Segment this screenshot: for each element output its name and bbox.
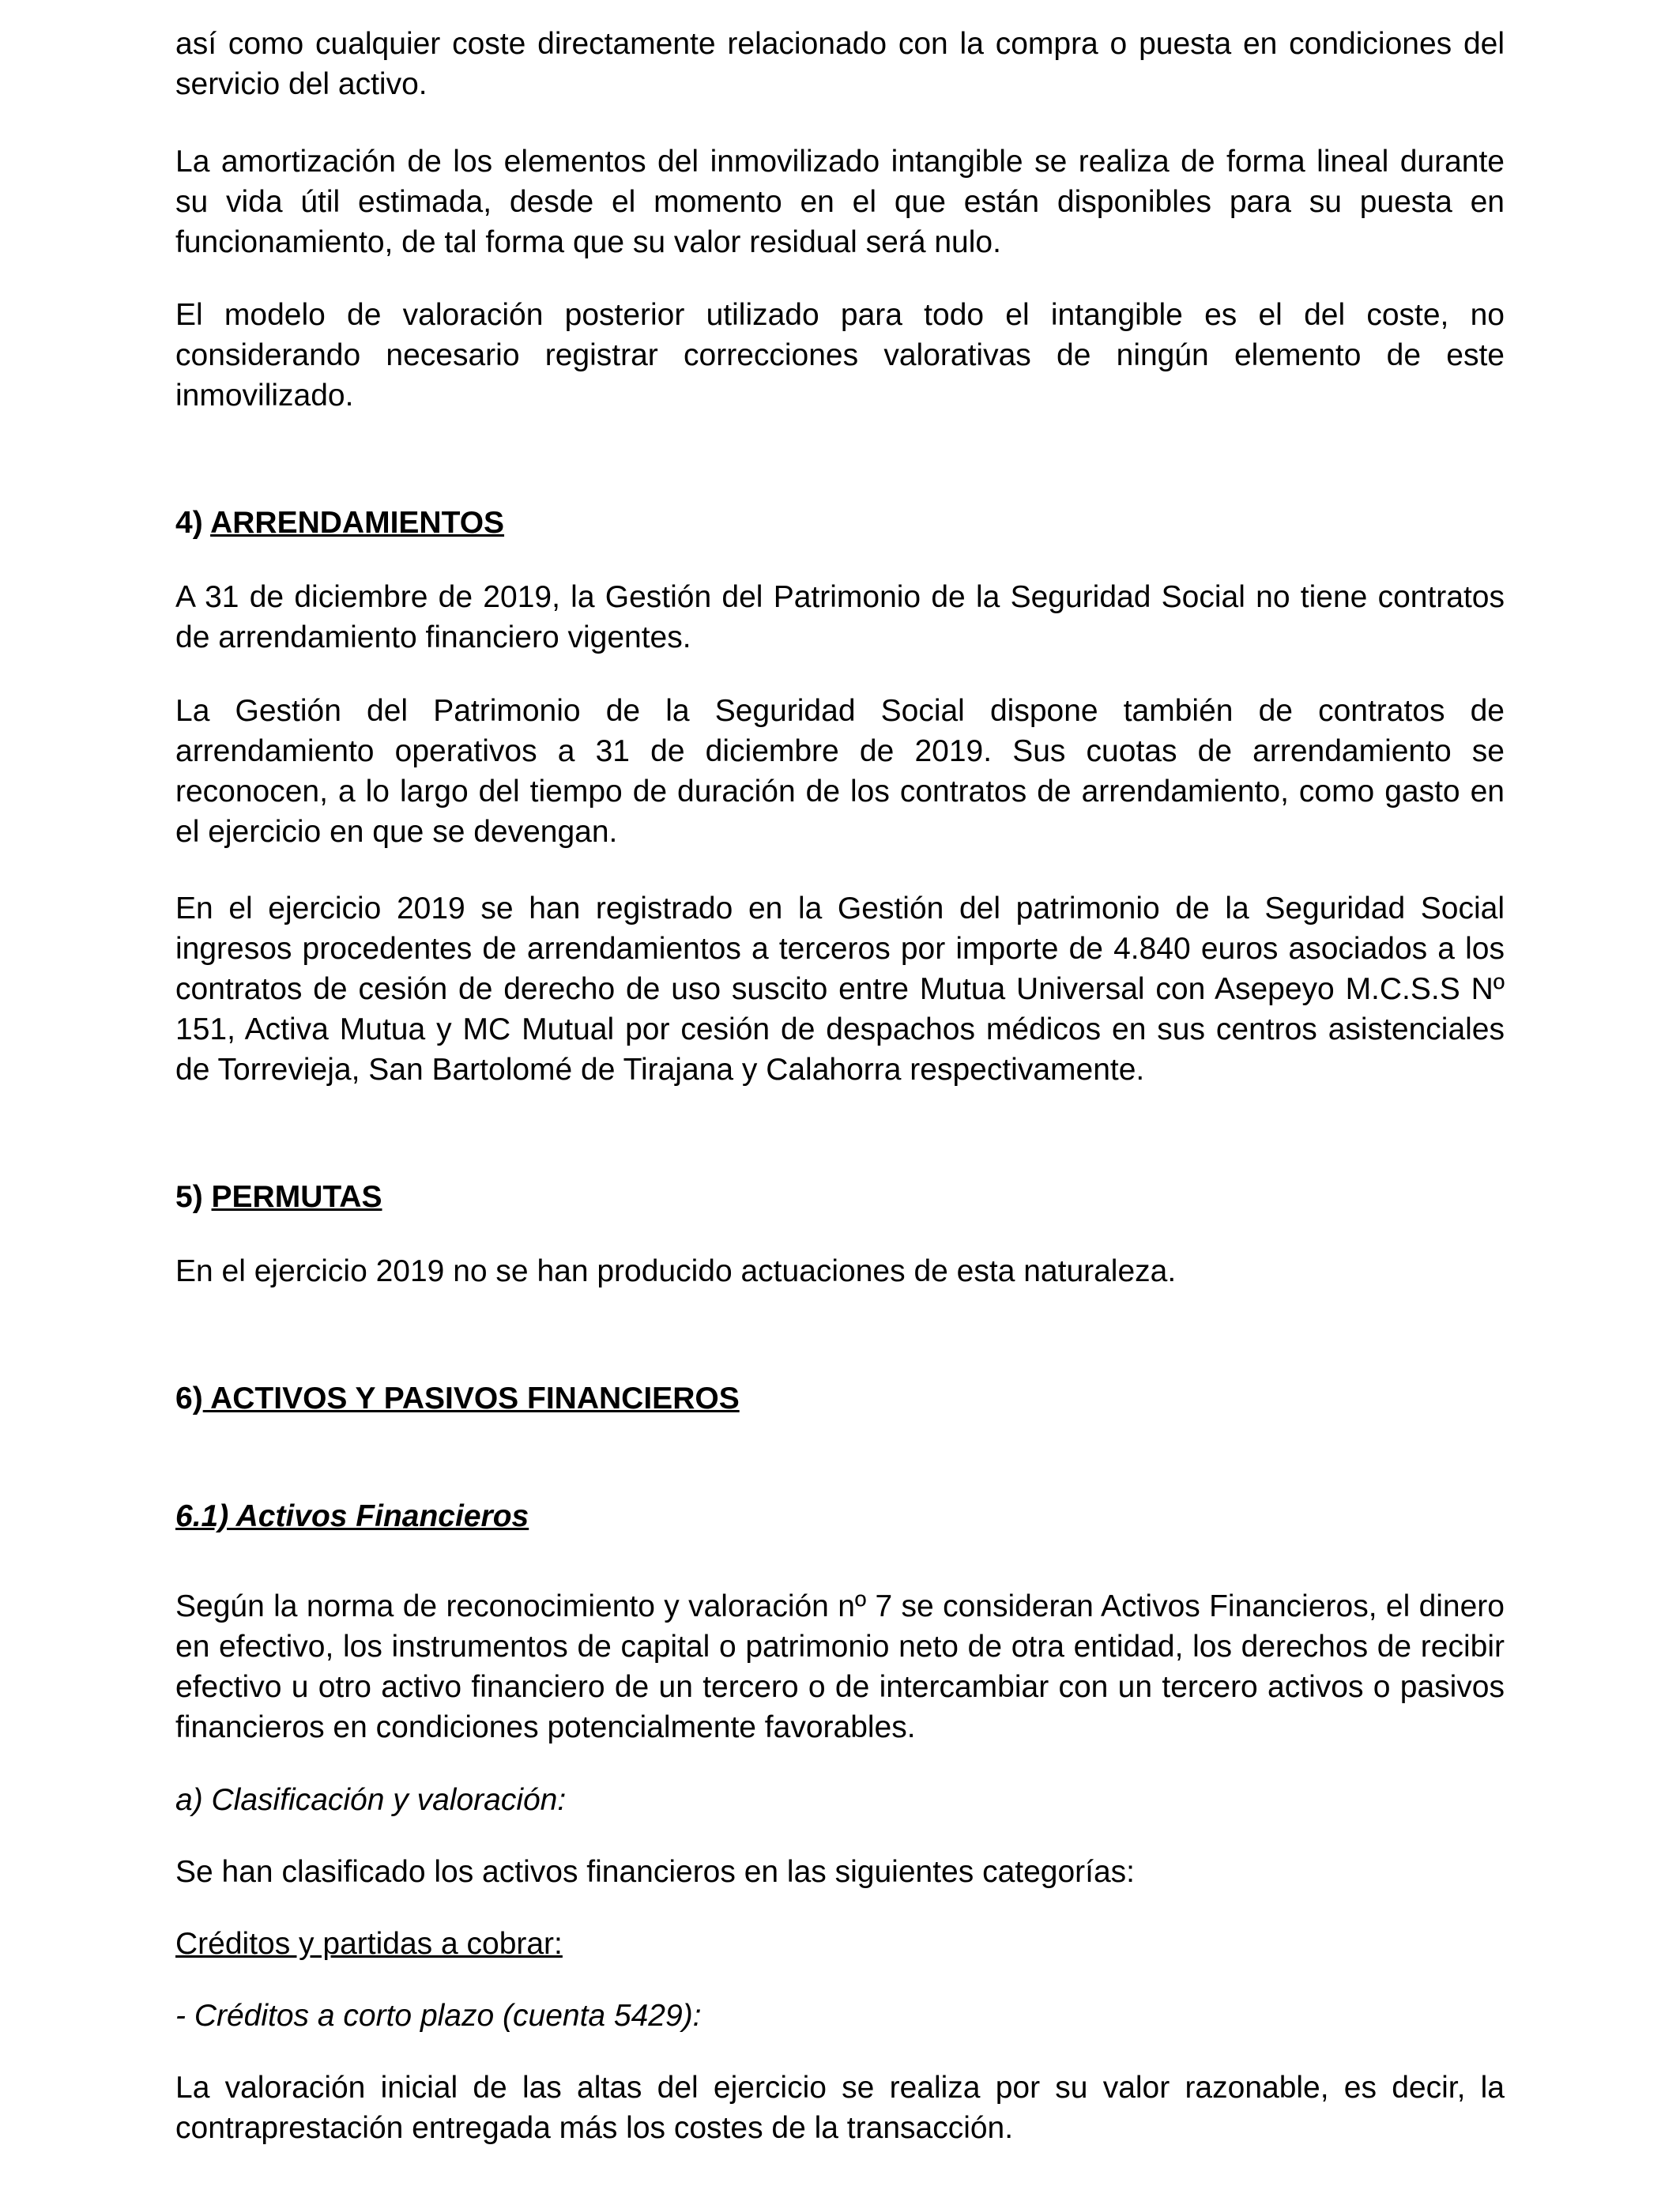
paragraph-arrendamiento-financiero: A 31 de diciembre de 2019, la Gestión del Patrimonio de la Seguridad Social no tiene contratos de arrendamiento financiero vigentes. <box>175 580 1505 654</box>
creditos-partidas-title: Créditos y partidas a cobrar: <box>175 1927 563 1961</box>
paragraph-categorias: Se han clasificado los activos financieros en las siguientes categorías: <box>175 1855 1136 1889</box>
section-4-number: 4) <box>175 506 203 540</box>
section-4-title: ARRENDAMIENTOS <box>210 506 505 540</box>
section-5-heading <box>175 1177 1505 1217</box>
paragraph-modelo-valoracion: El modelo de valoración posterior utilizado para todo el intangible es el del coste, no considerando necesario registrar correcciones valorativas de ningún elemento de este inmovilizado. <box>175 298 1505 413</box>
section-6-number: 6) <box>175 1382 203 1416</box>
subsection-6-1-heading: 6.1) Activos Financieros <box>175 1499 529 1533</box>
section-5-number: 5) <box>175 1180 203 1214</box>
creditos-corto-plazo-label: - Créditos a corto plazo (cuenta 5429): <box>175 1999 702 2033</box>
paragraph-amortizacion: La amortización de los elementos del inmovilizado intangible se realiza de forma lineal durante su vida útil estimada, desde el momento en el que están disponibles para su puesta en funcionamiento, de tal forma que su valor residual será nulo. <box>175 145 1505 259</box>
paragraph-ingresos-arrendamientos: En el ejercicio 2019 se han registrado en la Gestión del patrimonio de la Seguridad Social ingresos procedentes de arrendamientos a terceros por importe de 4.840 euros asociados a los contratos de cesión de derecho de uso suscito entre Mutua Universal con Asepeyo M.C.S.S Nº 151, Activa Mutua y MC Mutual por cesión de despachos médicos en sus centros asistenciales de Torrevieja, San Bartolomé de Tirajana y Calahorra respectivamente. <box>175 892 1505 1087</box>
paragraph-permutas: En el ejercicio 2019 no se han producido actuaciones de esta naturaleza. <box>175 1254 1177 1288</box>
clasificacion-valoracion-label: a) Clasificación y valoración: <box>175 1783 567 1817</box>
section-6-title: ACTIVOS Y PASIVOS FINANCIEROS <box>202 1382 740 1416</box>
paragraph-definicion-activos: Según la norma de reconocimiento y valoración nº 7 se consideran Activos Financieros, el dinero en efectivo, los instrumentos de capital o patrimonio neto de otra entidad, los derechos de recibir efectivo u otro activo financiero de un tercero o de intercambiar con un tercero activos o pasivos financieros en condiciones potencialmente favorables. <box>175 1589 1505 1744</box>
section-5-title: PERMUTAS <box>211 1180 382 1214</box>
section-6-heading <box>175 1378 1505 1419</box>
section-4-heading <box>175 503 1505 543</box>
paragraph-coste-activo: así como cualquier coste directamente relacionado con la compra o puesta en condiciones del servicio del activo. <box>175 27 1505 101</box>
paragraph-arrendamiento-operativo: La Gestión del Patrimonio de la Seguridad Social dispone también de contratos de arrendamiento operativos a 31 de diciembre de 2019. Sus cuotas de arrendamiento se reconocen, a lo largo del tiempo de duración de los contratos de arrendamiento, como gasto en el ejercicio en que se devengan. <box>175 694 1505 849</box>
paragraph-valoracion-inicial: La valoración inicial de las altas del ejercicio se realiza por su valor razonable, es decir, la contraprestación entregada más los costes de la transacción. <box>175 2071 1505 2145</box>
document-page <box>175 24 1505 2148</box>
